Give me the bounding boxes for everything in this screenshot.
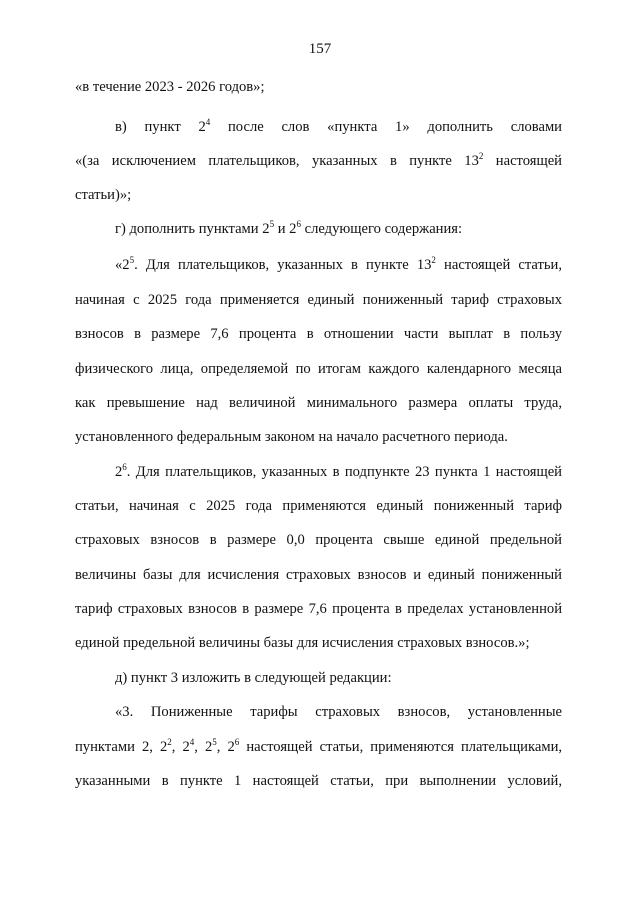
- text-line-4: статьи)»;: [75, 187, 132, 203]
- text-line-9: физического лица, определяемой по итогам каждого календарного месяца: [75, 361, 562, 377]
- text-line-3: «(за исключением плательщиков, указанных в пункте $13^2$ настоящей: [75, 151, 562, 169]
- text-line-6: «$2^5$. Для плательщиков, указанных в пункте $13^2$ настоящей статьи,: [115, 255, 562, 273]
- text-line-19: «3. Пониженные тарифы страховых взносов, установленные: [115, 704, 562, 720]
- text-line-8: взносов в размере 7,6 процента в отношении части выплат в пользу: [75, 326, 562, 342]
- text-line-1: «в течение 2023 - 2026 годов»;: [75, 79, 265, 95]
- text-line-12: $2^6$. Для плательщиков, указанных в подпункте 23 пункта 1 настоящей: [115, 462, 562, 480]
- text-line-17: единой предельной величины базы для исчисления страховых взносов.»;: [75, 635, 530, 651]
- text-line-18: д) пункт 3 изложить в следующей редакции:: [115, 670, 392, 686]
- text-line-14: страховых взносов в размере 0,0 процента свыше единой предельной: [75, 532, 562, 548]
- page-number: 157: [308, 41, 332, 57]
- text-line-13: статьи, начиная с 2025 года применяются единый пониженный тариф: [75, 498, 562, 514]
- text-line-10: как превышение над величиной минимального размера оплаты труда,: [75, 395, 562, 411]
- text-line-11: установленного федеральным законом на начало расчетного периода.: [75, 429, 508, 445]
- text-line-15: величины базы для исчисления страховых взносов и единый пониженный: [75, 567, 562, 583]
- text-line-21: указанными в пункте 1 настоящей статьи, при выполнении условий,: [75, 773, 562, 789]
- text-line-7: начиная с 2025 года применяется единый пониженный тариф страховых: [75, 292, 562, 308]
- text-line-16: тариф страховых взносов в размере 7,6 процента в пределах установленной: [75, 601, 562, 617]
- text-line-2: в) пункт $2^4$ после слов «пункта 1» дополнить словами: [115, 117, 562, 135]
- text-line-20: пунктами 2, $2^2$, $2^4$, $2^5$, $2^6$ настоящей статьи, применяются плательщиками,: [75, 737, 563, 755]
- text-line-5: г) дополнить пунктами $2^5$ и $2^6$ следующего содержания:: [115, 219, 463, 237]
